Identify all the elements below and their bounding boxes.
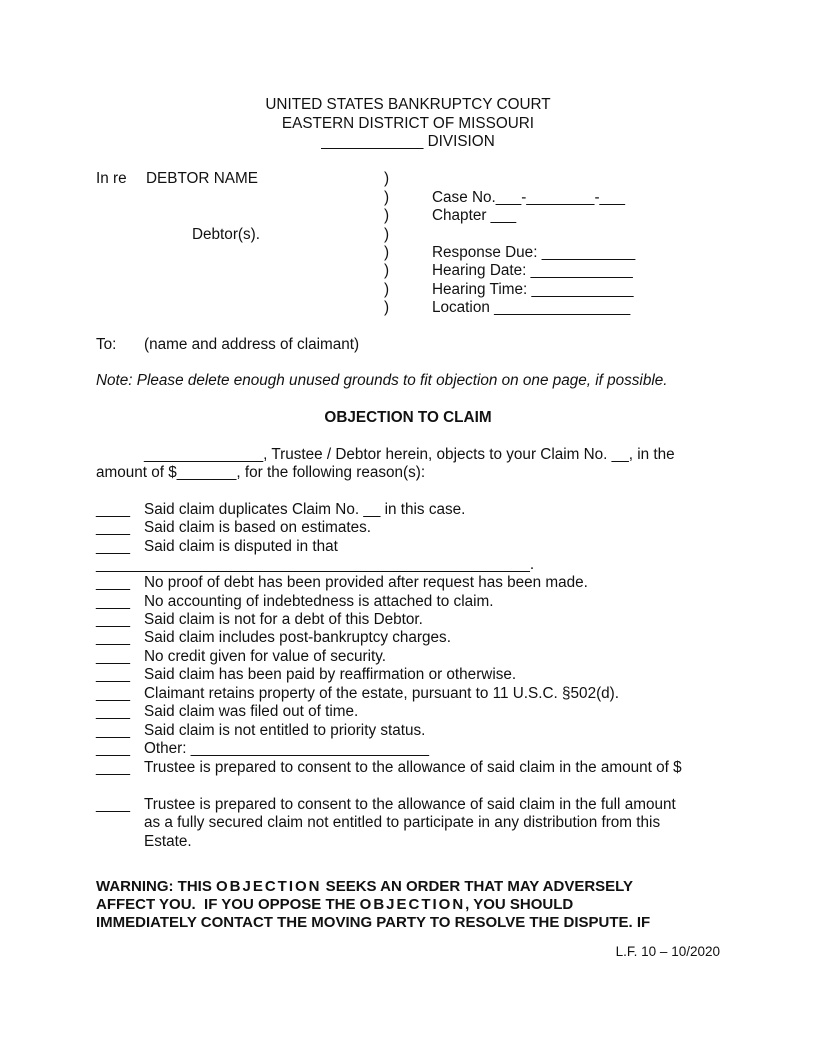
checkbox-blank[interactable]: ____ xyxy=(96,519,131,536)
warning-objection-word: OBJECTION xyxy=(216,878,322,895)
reason-other[interactable]: Other: ____________________________ xyxy=(144,740,429,757)
checkbox-blank[interactable]: ____ xyxy=(96,593,131,610)
warning-text: WARNING: THIS xyxy=(96,878,216,895)
checkbox-blank[interactable]: ____ xyxy=(96,740,131,757)
reason-no-proof: No proof of debt has been provided after request has been made. xyxy=(144,574,588,591)
hearing-time: Hearing Time: ____________ xyxy=(432,281,634,298)
checkbox-blank[interactable]: ____ xyxy=(96,629,131,646)
debtors-label: Debtor(s). xyxy=(192,226,260,243)
reason-consent-full-line-3: Estate. xyxy=(144,833,192,850)
warning-text: , YOU SHOULD xyxy=(465,896,574,913)
reason-consent-amount: Trustee is prepared to consent to the allowance of said claim in the amount of $ xyxy=(144,759,682,776)
checkbox-blank[interactable]: ____ xyxy=(96,703,131,720)
caption-paren: ) xyxy=(384,262,390,279)
intro-line-1: ______________, Trustee / Debtor herein, objects to your Claim No. __, in the xyxy=(144,446,675,463)
checkbox-blank[interactable]: ____ xyxy=(96,685,131,702)
warning-line-1 xyxy=(96,878,633,896)
checkbox-blank[interactable]: ____ xyxy=(96,611,131,628)
warning-objection-word: OBJECTION xyxy=(359,896,466,913)
intro-line-2: amount of $_______, for the following reason(s): xyxy=(96,464,426,481)
note: Note: Please delete enough unused grounds to fit objection on one page, if possible. xyxy=(96,372,668,389)
warning-text: AFFECT YOU. IF YOU OPPOSE THE xyxy=(96,896,360,913)
to-label: To: xyxy=(96,336,117,353)
reason-consent-full-line-2: as a fully secured claim not entitled to participate in any distribution from this xyxy=(144,814,661,831)
caption-paren: ) xyxy=(384,299,390,316)
caption-paren: ) xyxy=(384,170,390,187)
caption-paren: ) xyxy=(384,226,390,243)
caption-paren: ) xyxy=(384,244,390,261)
caption-paren: ) xyxy=(384,207,390,224)
form-number: L.F. 10 – 10/2020 xyxy=(615,944,720,959)
reason-not-debtor: Said claim is not for a debt of this Debtor. xyxy=(144,611,423,628)
reason-estimates: Said claim is based on estimates. xyxy=(144,519,372,536)
caption-paren: ) xyxy=(384,281,390,298)
checkbox-blank[interactable]: ____ xyxy=(96,574,131,591)
hearing-date: Hearing Date: ____________ xyxy=(432,262,633,279)
reason-disputed-line[interactable]: ___________________________________________________. xyxy=(96,556,535,573)
reason-retains-property: Claimant retains property of the estate, pursuant to 11 U.S.C. §502(d). xyxy=(144,685,620,702)
reason-no-credit: No credit given for value of security. xyxy=(144,648,387,665)
checkbox-blank[interactable]: ____ xyxy=(96,796,131,813)
checkbox-blank[interactable]: ____ xyxy=(96,759,131,776)
reason-post-bankruptcy: Said claim includes post-bankruptcy charges. xyxy=(144,629,451,646)
checkbox-blank[interactable]: ____ xyxy=(96,538,131,555)
document-title: OBJECTION TO CLAIM xyxy=(324,409,492,426)
chapter: Chapter ___ xyxy=(432,207,517,224)
reason-out-of-time: Said claim was filed out of time. xyxy=(144,703,359,720)
debtor-name: DEBTOR NAME xyxy=(146,170,258,187)
court-name: UNITED STATES BANKRUPTCY COURT xyxy=(265,96,551,113)
reason-duplicate: Said claim duplicates Claim No. __ in this case. xyxy=(144,501,466,518)
case-number: Case No.___-________-___ xyxy=(432,189,626,206)
warning-line-2 xyxy=(96,896,573,914)
checkbox-blank[interactable]: ____ xyxy=(96,648,131,665)
reason-not-priority: Said claim is not entitled to priority status. xyxy=(144,722,426,739)
checkbox-blank[interactable]: ____ xyxy=(96,666,131,683)
response-due: Response Due: ___________ xyxy=(432,244,636,261)
warning-line-3: IMMEDIATELY CONTACT THE MOVING PARTY TO RESOLVE THE DISPUTE. IF xyxy=(96,914,651,931)
location: Location ________________ xyxy=(432,299,631,316)
reason-paid: Said claim has been paid by reaffirmation or otherwise. xyxy=(144,666,517,683)
checkbox-blank[interactable]: ____ xyxy=(96,722,131,739)
checkbox-blank[interactable]: ____ xyxy=(96,501,131,518)
reason-consent-full-line-1: Trustee is prepared to consent to the allowance of said claim in the full amount xyxy=(144,796,676,813)
reason-disputed: Said claim is disputed in that xyxy=(144,538,338,555)
district-name: EASTERN DISTRICT OF MISSOURI xyxy=(281,115,535,132)
claimant-address: (name and address of claimant) xyxy=(144,336,360,353)
warning-text: SEEKS AN ORDER THAT MAY ADVERSELY xyxy=(321,878,633,895)
reason-no-accounting: No accounting of indebtedness is attached to claim. xyxy=(144,593,494,610)
in-re-label: In re xyxy=(96,170,127,187)
caption-paren: ) xyxy=(384,189,390,206)
division-line: ____________ DIVISION xyxy=(321,133,495,150)
